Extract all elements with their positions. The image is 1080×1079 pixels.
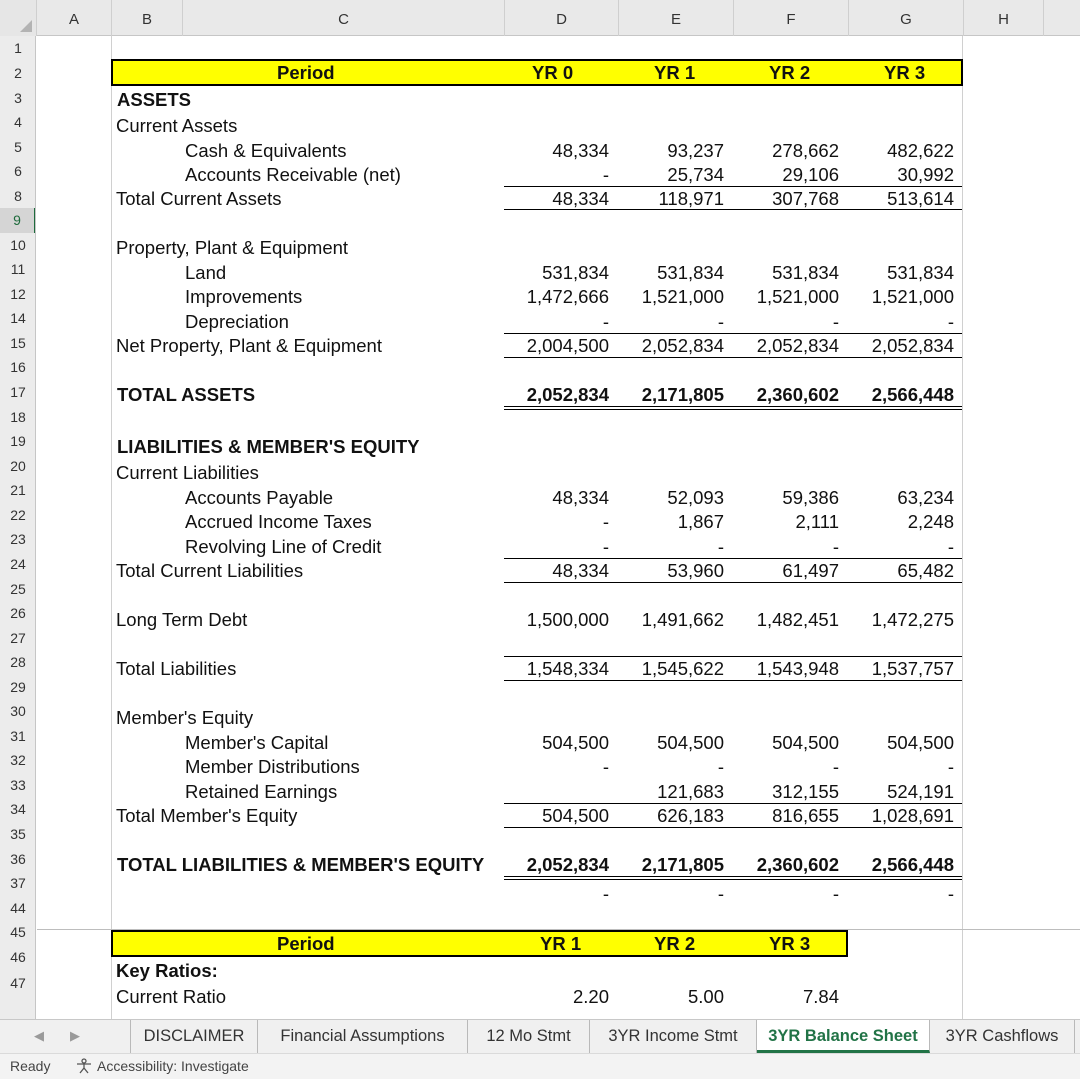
depreciation-yr0: - [602, 311, 609, 332]
row-header[interactable]: 37 [10, 875, 26, 891]
current-ratio-yr3: 7.84 [802, 986, 839, 1007]
row-header[interactable]: 46 [10, 949, 26, 965]
tab-3yr-cashflows[interactable]: 3YR Cashflows [930, 1020, 1075, 1053]
row-header[interactable]: 34 [10, 801, 26, 817]
row-header[interactable]: 22 [10, 507, 26, 523]
distributions-yr3: - [947, 756, 954, 777]
land-yr0: 531,834 [542, 262, 609, 283]
row-header[interactable]: 24 [10, 556, 26, 572]
column-header-bar [0, 0, 1080, 36]
tcl-yr0: 48,334 [552, 560, 609, 581]
improvements-yr2: 1,521,000 [756, 286, 839, 307]
row-header[interactable]: 14 [10, 310, 26, 326]
row-header[interactable]: 25 [10, 581, 26, 597]
row-header[interactable]: 12 [10, 286, 26, 302]
row-header[interactable]: 15 [10, 335, 26, 351]
tab-scroll-left-icon[interactable]: ◀ [34, 1028, 44, 1043]
tca-yr3: 513,614 [887, 188, 954, 209]
cash-yr3: 482,622 [887, 140, 954, 161]
ar-label: Accounts Receivable (net) [185, 164, 401, 185]
capital-yr0: 504,500 [542, 732, 609, 753]
current-liabilities-label: Current Liabilities [116, 462, 259, 483]
tca-yr0: 48,334 [552, 188, 609, 209]
improvements-label: Improvements [185, 286, 303, 307]
row-header[interactable]: 5 [14, 139, 22, 155]
underline [504, 209, 962, 210]
tca-label: Total Current Assets [116, 188, 282, 209]
ap-label: Accounts Payable [185, 487, 334, 508]
underline [504, 803, 962, 804]
underline [504, 582, 962, 583]
current-ratio-yr2: 5.00 [687, 986, 724, 1007]
underline [504, 680, 962, 681]
capital-label: Member's Capital [185, 732, 329, 753]
land-yr1: 531,834 [657, 262, 724, 283]
double-underline [504, 879, 962, 880]
assets-title: ASSETS [117, 89, 192, 110]
land-yr2: 531,834 [772, 262, 839, 283]
row-header[interactable]: 21 [10, 482, 26, 498]
check-yr2: - [832, 883, 839, 904]
depreciation-yr2: - [832, 311, 839, 332]
row-header[interactable]: 36 [10, 851, 26, 867]
credit-yr0: - [602, 536, 609, 557]
credit-label: Revolving Line of Credit [185, 536, 382, 557]
row-header[interactable]: 2 [14, 65, 22, 81]
total-assets-label: TOTAL ASSETS [117, 384, 256, 405]
underline [504, 333, 962, 334]
row-header[interactable]: 29 [10, 679, 26, 695]
distributions-yr0: - [602, 756, 609, 777]
taxes-yr1: 1,867 [677, 511, 724, 532]
credit-yr1: - [717, 536, 724, 557]
improvements-yr1: 1,521,000 [641, 286, 724, 307]
capital-yr3: 504,500 [887, 732, 954, 753]
row-header[interactable]: 28 [10, 654, 26, 670]
row-header[interactable]: 10 [10, 237, 26, 253]
distributions-yr2: - [832, 756, 839, 777]
tab-disclaimer[interactable]: DISCLAIMER [130, 1020, 258, 1053]
row-header[interactable]: 31 [10, 728, 26, 744]
column-header-b[interactable]: B [111, 0, 182, 36]
column-header-d[interactable]: D [504, 0, 618, 36]
retained-yr3: 524,191 [887, 781, 954, 802]
ap-yr3: 63,234 [897, 487, 954, 508]
row-header[interactable]: 44 [10, 900, 26, 916]
column-header-h[interactable]: H [963, 0, 1043, 36]
total-liabilities-label: Total Liabilities [116, 658, 237, 679]
total-equity-yr3: 1,028,691 [871, 805, 954, 826]
capital-yr2: 504,500 [772, 732, 839, 753]
ratios-header-yr1: YR 1 [540, 933, 582, 954]
tcl-yr1: 53,960 [667, 560, 724, 581]
distributions-label: Member Distributions [185, 756, 360, 777]
column-header-f[interactable]: F [733, 0, 848, 36]
tab-12-mo-stmt[interactable]: 12 Mo Stmt [468, 1020, 590, 1053]
total-assets-yr2: 2,360,602 [756, 384, 839, 405]
underline [504, 656, 962, 657]
row-header[interactable]: 8 [14, 188, 22, 204]
ppe-label: Property, Plant & Equipment [116, 237, 349, 258]
row-header[interactable]: 33 [10, 777, 26, 793]
retained-yr2: 312,155 [772, 781, 839, 802]
row-header[interactable]: 47 [10, 975, 26, 991]
ar-yr3: 30,992 [897, 164, 954, 185]
column-header-e[interactable]: E [618, 0, 733, 36]
total-liabilities-yr0: 1,548,334 [526, 658, 609, 679]
double-underline [504, 409, 962, 410]
check-yr0: - [602, 883, 609, 904]
cash-yr2: 278,662 [772, 140, 839, 161]
net-ppe-yr0: 2,004,500 [526, 335, 609, 356]
row-header[interactable]: 3 [14, 90, 22, 106]
check-yr1: - [717, 883, 724, 904]
header-yr2: YR 2 [769, 62, 811, 83]
ratios-header-yr2: YR 2 [654, 933, 696, 954]
ar-yr0: - [602, 164, 609, 185]
cash-label: Cash & Equivalents [185, 140, 347, 161]
distributions-yr1: - [717, 756, 724, 777]
tab-scroll-right-icon[interactable]: ▶ [70, 1028, 80, 1043]
double-underline [504, 406, 962, 407]
total-le-yr3: 2,566,448 [871, 854, 954, 875]
depreciation-label: Depreciation [185, 311, 289, 332]
ratios-period-label: Period [277, 933, 335, 954]
status-bar [0, 1053, 1080, 1079]
improvements-yr3: 1,521,000 [871, 286, 954, 307]
underline [504, 357, 962, 358]
row-header[interactable]: 20 [10, 458, 26, 474]
key-ratios-title: Key Ratios: [116, 960, 218, 981]
row-header[interactable]: 45 [10, 924, 26, 940]
retained-label: Retained Earnings [185, 781, 338, 802]
capital-yr1: 504,500 [657, 732, 724, 753]
cash-yr1: 93,237 [667, 140, 724, 161]
land-yr3: 531,834 [887, 262, 954, 283]
net-ppe-yr2: 2,052,834 [756, 335, 839, 356]
total-le-yr0: 2,052,834 [526, 854, 609, 875]
net-ppe-label: Net Property, Plant & Equipment [116, 335, 382, 356]
row-header[interactable]: 32 [10, 752, 26, 768]
accessibility-status[interactable]: Accessibility: Investigate [97, 1058, 249, 1074]
total-equity-yr1: 626,183 [657, 805, 724, 826]
ready-status: Ready [10, 1058, 51, 1074]
ap-yr1: 52,093 [667, 487, 724, 508]
current-ratio-label: Current Ratio [116, 986, 227, 1007]
improvements-yr0: 1,472,666 [526, 286, 609, 307]
row-header[interactable]: 16 [10, 359, 26, 375]
credit-yr3: - [947, 536, 954, 557]
sheet-grid[interactable] [37, 36, 1080, 1019]
tcl-yr3: 65,482 [897, 560, 954, 581]
net-ppe-yr3: 2,052,834 [871, 335, 954, 356]
row-header[interactable]: 17 [10, 384, 26, 400]
tca-yr2: 307,768 [772, 188, 839, 209]
ltd-yr2: 1,482,451 [756, 609, 839, 630]
total-liabilities-yr2: 1,543,948 [756, 658, 839, 679]
total-le-label: TOTAL LIABILITIES & MEMBER'S EQUITY [117, 854, 485, 875]
row-header[interactable] [0, 998, 36, 1019]
ltd-label: Long Term Debt [116, 609, 248, 630]
taxes-yr2: 2,111 [795, 511, 839, 532]
total-equity-yr0: 504,500 [542, 805, 609, 826]
tcl-yr2: 61,497 [782, 560, 839, 581]
taxes-yr0: - [602, 511, 609, 532]
current-assets-label: Current Assets [116, 115, 238, 136]
select-all-corner[interactable] [0, 0, 36, 36]
row-header[interactable]: 9 [0, 208, 36, 233]
tab-3yr-balance-sheet[interactable]: 3YR Balance Sheet [757, 1020, 930, 1053]
row-header[interactable]: 4 [14, 114, 22, 130]
total-equity-label: Total Member's Equity [116, 805, 298, 826]
tca-yr1: 118,971 [658, 188, 724, 209]
ratios-header-band [111, 930, 848, 957]
ar-yr2: 29,106 [782, 164, 839, 185]
land-label: Land [185, 262, 227, 283]
total-liabilities-yr1: 1,545,622 [641, 658, 724, 679]
check-yr3: - [947, 883, 954, 904]
credit-yr2: - [832, 536, 839, 557]
row-header[interactable]: 11 [10, 261, 26, 277]
ratios-header-yr3: YR 3 [769, 933, 811, 954]
header-yr0: YR 0 [532, 62, 574, 83]
underline [504, 186, 962, 187]
ap-yr0: 48,334 [552, 487, 609, 508]
row-header[interactable]: 6 [14, 163, 22, 179]
tab-3yr-income-stmt[interactable]: 3YR Income Stmt [590, 1020, 757, 1053]
total-liabilities-yr3: 1,537,757 [871, 658, 954, 679]
total-equity-yr2: 816,655 [772, 805, 839, 826]
underline [504, 558, 962, 559]
equity-title: Member's Equity [116, 707, 254, 728]
ltd-yr1: 1,491,662 [641, 609, 724, 630]
ap-yr2: 59,386 [782, 487, 839, 508]
column-header-a[interactable]: A [36, 0, 111, 36]
underline [504, 827, 962, 828]
column-header-c[interactable]: C [182, 0, 504, 36]
current-ratio-yr1: 2.20 [572, 986, 609, 1007]
depreciation-yr3: - [947, 311, 954, 332]
row-header-bar [0, 36, 36, 1019]
row-header[interactable]: 18 [10, 409, 26, 425]
total-assets-yr1: 2,171,805 [641, 384, 724, 405]
liabilities-title: LIABILITIES & MEMBER'S EQUITY [117, 436, 420, 457]
double-underline [504, 876, 962, 877]
retained-yr1: 121,683 [657, 781, 724, 802]
header-yr1: YR 1 [654, 62, 696, 83]
depreciation-yr1: - [717, 311, 724, 332]
taxes-yr3: 2,248 [907, 511, 954, 532]
row-header[interactable]: 23 [10, 531, 26, 547]
header-yr3: YR 3 [884, 62, 926, 83]
column-header-g[interactable]: G [848, 0, 963, 36]
row-header[interactable]: 35 [10, 826, 26, 842]
ar-yr1: 25,734 [667, 164, 724, 185]
column-header-next[interactable] [1043, 0, 1080, 36]
period-label: Period [277, 62, 335, 83]
cash-yr0: 48,334 [552, 140, 609, 161]
ltd-yr0: 1,500,000 [526, 609, 609, 630]
ltd-yr3: 1,472,275 [871, 609, 954, 630]
row-header[interactable]: 1 [14, 40, 22, 56]
row-header[interactable]: 27 [10, 630, 26, 646]
total-assets-yr0: 2,052,834 [526, 384, 609, 405]
net-ppe-yr1: 2,052,834 [641, 335, 724, 356]
total-le-yr2: 2,360,602 [756, 854, 839, 875]
accessibility-icon[interactable] [75, 1058, 93, 1074]
tcl-label: Total Current Liabilities [116, 560, 304, 581]
row-header[interactable]: 19 [10, 433, 26, 449]
taxes-label: Accrued Income Taxes [185, 511, 372, 532]
tab-financial-assumptions[interactable]: Financial Assumptions [258, 1020, 468, 1053]
row-header[interactable]: 30 [10, 703, 26, 719]
total-assets-yr3: 2,566,448 [871, 384, 954, 405]
total-le-yr1: 2,171,805 [641, 854, 724, 875]
sheet-tab-bar [0, 1019, 1080, 1053]
row-header[interactable]: 26 [10, 605, 26, 621]
